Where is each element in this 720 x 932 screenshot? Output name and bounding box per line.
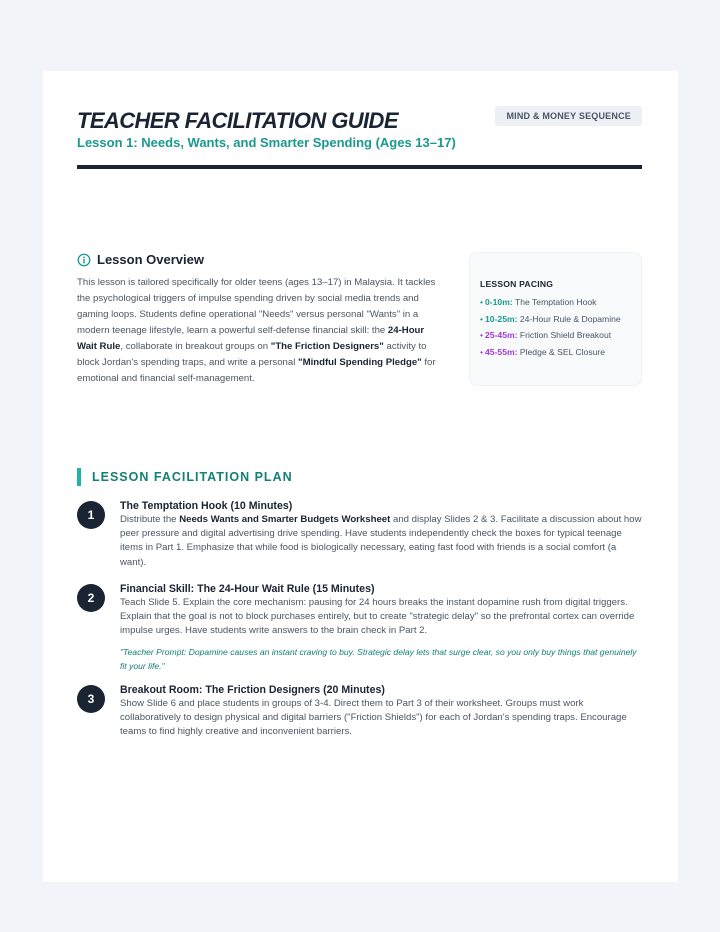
overview-title: Lesson Overview bbox=[97, 252, 204, 267]
overview-heading bbox=[77, 252, 204, 267]
step-body: Distribute the Needs Wants and Smarter Budgets Worksheet and display Slides 2 & 3. Facilitate a discussion about how peer pressure and digital advertising drive spending. Have students independently check the boxes for typical teenage items in Part 1. Emphasize that while food is biologically necessary, eating fast food with friends is a social comfort (a want). bbox=[120, 514, 642, 568]
pacing-item bbox=[480, 311, 631, 328]
step-title: The Temptation Hook (10 Minutes) bbox=[120, 500, 293, 512]
bullet-icon: • bbox=[480, 346, 484, 357]
pacing-label: LESSON PACING bbox=[480, 279, 554, 289]
lesson-pacing-card bbox=[469, 252, 642, 386]
pacing-activity: Pledge & SEL Closure bbox=[517, 346, 606, 357]
step-content bbox=[120, 500, 642, 570]
pacing-item bbox=[480, 344, 631, 361]
page-title: TEACHER FACILITATION GUIDE bbox=[77, 108, 398, 133]
step-body: Teach Slide 5. Explain the core mechanism: pausing for 24 hours breaks the instant dopamine rush from digital triggers. Explain that the goal is not to block purchases entirely, but to create "strategic delay" so the prefrontal cortex can override impulse urges. Have students write answers to the brain check in Part 2. bbox=[120, 597, 635, 637]
plan-accent-bar bbox=[77, 468, 81, 486]
bullet-icon: • bbox=[480, 313, 484, 324]
teacher-prompt: "Teacher Prompt: Dopamine causes an instant craving to buy. Strategic delay lets that surge clear, so you only buy things that genuinely fit your life." bbox=[120, 646, 637, 671]
step-title: Financial Skill: The 24-Hour Wait Rule (15 Minutes) bbox=[120, 583, 375, 595]
info-circle-icon bbox=[77, 253, 91, 267]
overview-text: This lesson is tailored specifically for older teens (ages 13–17) in Malaysia. It tackles the psychological triggers of impulse spending driven by social media trends and gaming loops. Students define operational "Needs" versus personal "Wants" in a modern teenage lifestyle, learn a powerful self-defense financial skill: the 24-Hour Wait Rule, collaborate in breakout groups on "The Friction Designers" activity to block Jordan's spending traps, and write a personal "Mindful Spending Pledge" for emotional and financial self-management. bbox=[77, 277, 436, 384]
pacing-time: 0-10m: bbox=[485, 297, 513, 307]
pacing-item bbox=[480, 294, 631, 311]
sequence-badge: MIND & MONEY SEQUENCE bbox=[495, 106, 642, 126]
lesson-subtitle: Lesson 1: Needs, Wants, and Smarter Spending (Ages 13–17) bbox=[77, 135, 456, 150]
pacing-time: 10-25m: bbox=[485, 313, 518, 324]
step-number: 2 bbox=[77, 584, 105, 612]
bullet-icon: • bbox=[480, 297, 484, 307]
pacing-time: 45-55m: bbox=[485, 346, 518, 357]
pacing-activity: Friction Shield Breakout bbox=[517, 330, 612, 341]
pacing-activity: 24-Hour Rule & Dopamine bbox=[517, 313, 621, 324]
step-number: 3 bbox=[77, 685, 105, 713]
step-content bbox=[120, 583, 642, 673]
guide-page bbox=[43, 71, 678, 882]
step-number: 1 bbox=[77, 501, 105, 529]
pacing-item bbox=[480, 327, 631, 344]
plan-heading bbox=[77, 468, 293, 486]
step-body: Show Slide 6 and place students in groups of 3-4. Direct them to Part 3 of their worksheet. Groups must work collaboratively to design physical and digital barriers ("Friction Shields") for each of Jordan's spending traps. Encourage teams to find highly creative and inconvenient barriers. bbox=[120, 698, 627, 738]
pacing-time: 25-45m: bbox=[485, 330, 518, 341]
plan-title: LESSON FACILITATION PLAN bbox=[92, 470, 293, 484]
step-content bbox=[120, 684, 642, 740]
header-divider bbox=[77, 165, 642, 169]
step-title: Breakout Room: The Friction Designers (20 Minutes) bbox=[120, 684, 385, 696]
pacing-activity: The Temptation Hook bbox=[512, 297, 597, 307]
pacing-list bbox=[480, 294, 631, 360]
bullet-icon: • bbox=[480, 330, 484, 341]
